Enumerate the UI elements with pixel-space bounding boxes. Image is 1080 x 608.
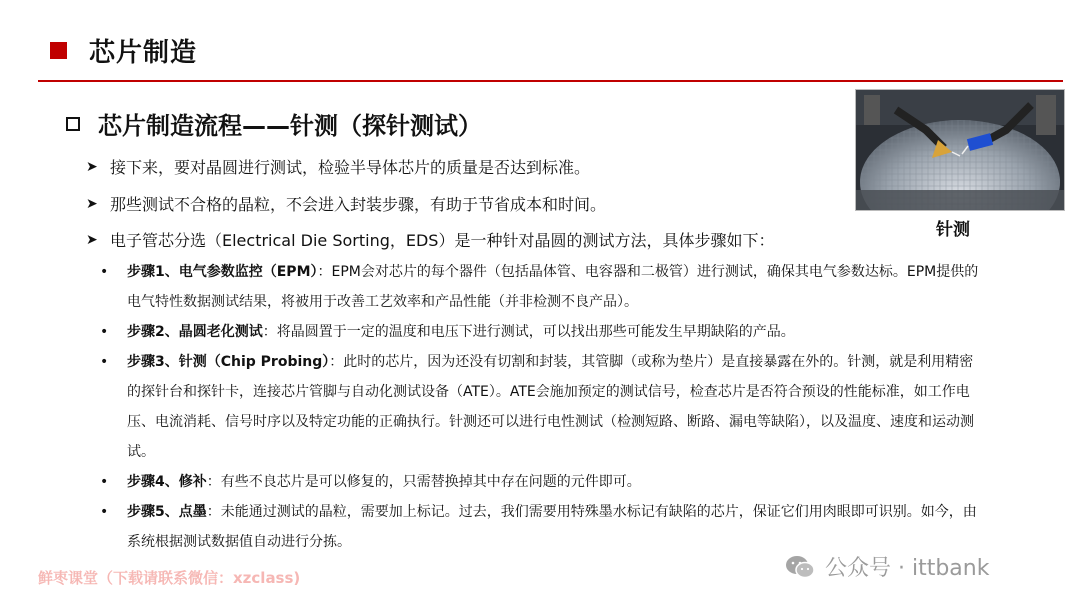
step-title: 步骤1、电气参数监控（EPM）: [127, 264, 318, 280]
page-title: 芯片制造: [89, 37, 198, 68]
hollow-square-bullet-icon: [66, 117, 80, 131]
step-separator: ：: [206, 474, 221, 490]
watermark-right-text: 公众号 · ittbank: [825, 556, 990, 581]
bullet-text: 电子管芯分选（Electrical Die Sorting，EDS）是一种针对晶圆的测试方法，具体步骤如下：: [110, 231, 775, 250]
bullet-text: 接下来，要对晶圆进行测试，检验半导体芯片的质量是否达到标准。: [110, 158, 591, 177]
bullet-text: 那些测试不合格的晶粒，不会进入封装步骤，有助于节省成本和时间。: [110, 195, 607, 214]
wafer-probe-photo: [855, 89, 1065, 211]
title-marker: [50, 42, 67, 59]
step-body: 将晶圆置于一定的温度和电压下进行测试，可以找出那些可能发生早期缺陷的产品。: [276, 324, 795, 340]
step-body: EPM会对芯片的每个器件（包括晶体管、电容器和二极管）进行测试，确保其电气参数达标。EPM提供的电气特性数据测试结果，将被用于改善工艺效率和产品性能（并非检测不良产品）。: [127, 264, 979, 310]
step-title: 步骤5、点墨: [127, 504, 207, 520]
arrow-bullet-icon: ➤: [86, 195, 98, 212]
step-title: 步骤2、晶圆老化测试: [127, 324, 263, 340]
step-text: [127, 347, 980, 467]
step-body: 此时的芯片，因为还没有切割和封装，其管脚（或称为垫片）是直接暴露在外的。针测，就是利用精密的探针台和探针卡，连接芯片管脚与自动化测试设备（ATE）。ATE会施加预定的测试信号，检查芯片是否符合预设的性能标准，如工作电压、电流消耗、信号时序以及特定功能的正确执行。针测还可以进行电性测试（检测短路、断路、漏电等缺陷），以及温度、速度和运动测试。: [127, 354, 974, 460]
step-item: [100, 317, 980, 347]
step-text: [127, 257, 980, 317]
step-item: [100, 347, 980, 467]
bullet-item: [86, 192, 606, 215]
title-divider: [38, 80, 1063, 82]
dot-bullet-icon: •: [100, 504, 109, 520]
watermark-right: [785, 551, 989, 582]
step-title: 步骤3、针测（Chip Probing）: [127, 354, 330, 370]
dot-bullet-icon: •: [100, 264, 109, 280]
bullet-item: [86, 155, 590, 178]
title-bar: [50, 30, 197, 70]
step-separator: ：: [262, 324, 277, 340]
dot-bullet-icon: •: [100, 474, 109, 490]
arrow-bullet-icon: ➤: [86, 231, 98, 248]
steps-list: [100, 257, 980, 557]
step-item: [100, 467, 980, 497]
wafer-probe-illustration: [856, 90, 1064, 210]
arrow-bullet-icon: ➤: [86, 158, 98, 175]
step-separator: ：: [317, 264, 332, 280]
step-separator: ：: [329, 354, 344, 370]
bullet-item: [86, 228, 774, 251]
step-text: [127, 497, 980, 557]
watermark-left: 鲜枣课堂（下载请联系微信：xzclass): [38, 569, 301, 587]
step-body: 有些不良芯片是可以修复的，只需替换掉其中存在问题的元件即可。: [220, 474, 641, 490]
section-title: 芯片制造流程——针测（探针测试）: [98, 112, 482, 140]
step-text: [127, 317, 980, 347]
step-title: 步骤4、修补: [127, 474, 207, 490]
step-item: [100, 257, 980, 317]
section-heading: [66, 106, 482, 141]
step-item: [100, 497, 980, 557]
step-text: [127, 467, 980, 497]
step-body: 未能通过测试的晶粒，需要加上标记。过去，我们需要用特殊墨水标记有缺陷的芯片，保证它们用肉眼即可识别。如今，由系统根据测试数据值自动进行分拣。: [127, 504, 977, 550]
step-separator: ：: [206, 504, 221, 520]
photo-caption: 针测: [936, 220, 970, 240]
dot-bullet-icon: •: [100, 354, 109, 370]
dot-bullet-icon: •: [100, 324, 109, 340]
wechat-icon: [785, 554, 815, 580]
